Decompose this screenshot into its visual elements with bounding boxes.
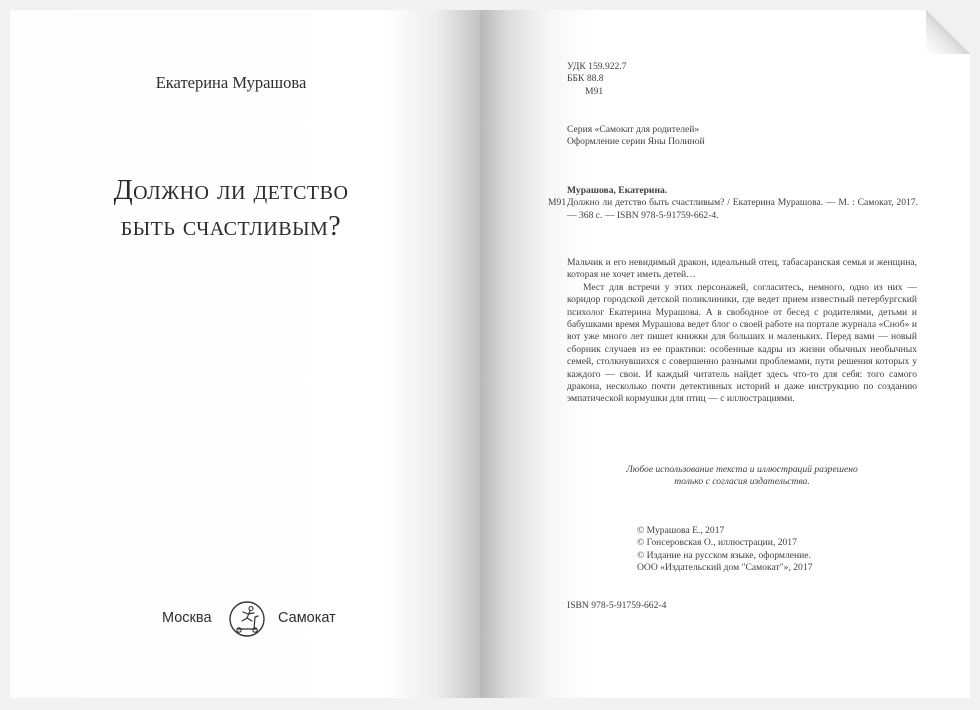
series-design: Оформление серии Яны Полиной: [567, 136, 705, 148]
copyright-line: © Гонсеровская О., иллюстрации, 2017: [637, 537, 797, 549]
bibliographic-code: М91: [548, 197, 567, 209]
bibliographic-record: [548, 185, 918, 222]
annotation-lead: Мальчик и его невидимый дракон, идеальный отец, табасаранская семья и женщина, которая не хочет иметь детей…: [567, 257, 917, 281]
page-corner-fold: [926, 10, 970, 54]
imprint-publisher: Самокат: [278, 610, 336, 626]
rights-notice: [567, 464, 917, 489]
bibliographic-heading: Мурашова, Екатерина.: [567, 185, 668, 196]
series-name: Серия «Самокат для родителей»: [567, 124, 700, 135]
title-page: [10, 10, 480, 698]
rights-line: только с согласия издательства.: [674, 476, 810, 488]
samokat-scooter-logo-icon: [228, 600, 266, 638]
imprint: [10, 600, 452, 640]
copyright-line: © Мурашова Е., 2017: [637, 525, 725, 536]
book-title-line: быть счастливым?: [120, 211, 342, 242]
author-mark: М91: [585, 85, 604, 97]
isbn: ISBN 978-5-91759-662-4: [567, 600, 667, 611]
series-info: [567, 124, 705, 149]
bibliographic-entry: [548, 197, 918, 222]
copyright-line: ООО «Издательский дом "Самокат"», 2017: [637, 562, 813, 574]
annotation: [567, 257, 917, 406]
classification-codes: [567, 61, 627, 98]
udk-code: УДК 159.922.7: [567, 61, 627, 72]
book-title-line: Должно ли детство: [113, 175, 349, 206]
author-name: Екатерина Мурашова: [155, 73, 307, 92]
copyright-block: [637, 525, 812, 575]
copyright-line: © Издание на русском языке, оформление.: [637, 549, 811, 561]
annotation-body: Мест для встречи у этих персонажей, согласитесь, немного, одно из них — коридор городской детской поликлиники, где ведет прием известный петербургский психолог Екатерина Мурашова. А в свободное от бесед с родителями, детьми и бабушками время Мурашова ведет блог о своей работе на портале журнала «Сноб» и вот уже много лет пишет книжки для больших и маленьких. Перед вами — новый сборник случаев из ее практики: особенные кадры из жизни обычных необычных семей, столкнувшихся с совершенно разными проблемами, пути решения которых у каждого — свои. И каждый читатель найдет здесь что-то для себя: того самого дракона, несколько почти детективных историй и даже инструкцию по созданию эмпатической кормушки для птиц — с иллюстрациями.: [567, 281, 917, 405]
book-title: [10, 173, 452, 245]
bibliographic-text: Должно ли детство быть счастливым? / Екатерина Мурашова. — М. : Самокат, 2017. — 368 с. — ISBN 978-5-91759-662-4.: [567, 197, 918, 221]
imprint-city: Москва: [162, 610, 212, 626]
rights-line: Любое использование текста и иллюстраций разрешено: [626, 464, 858, 475]
bbk-code: ББК 88.8: [567, 73, 604, 85]
